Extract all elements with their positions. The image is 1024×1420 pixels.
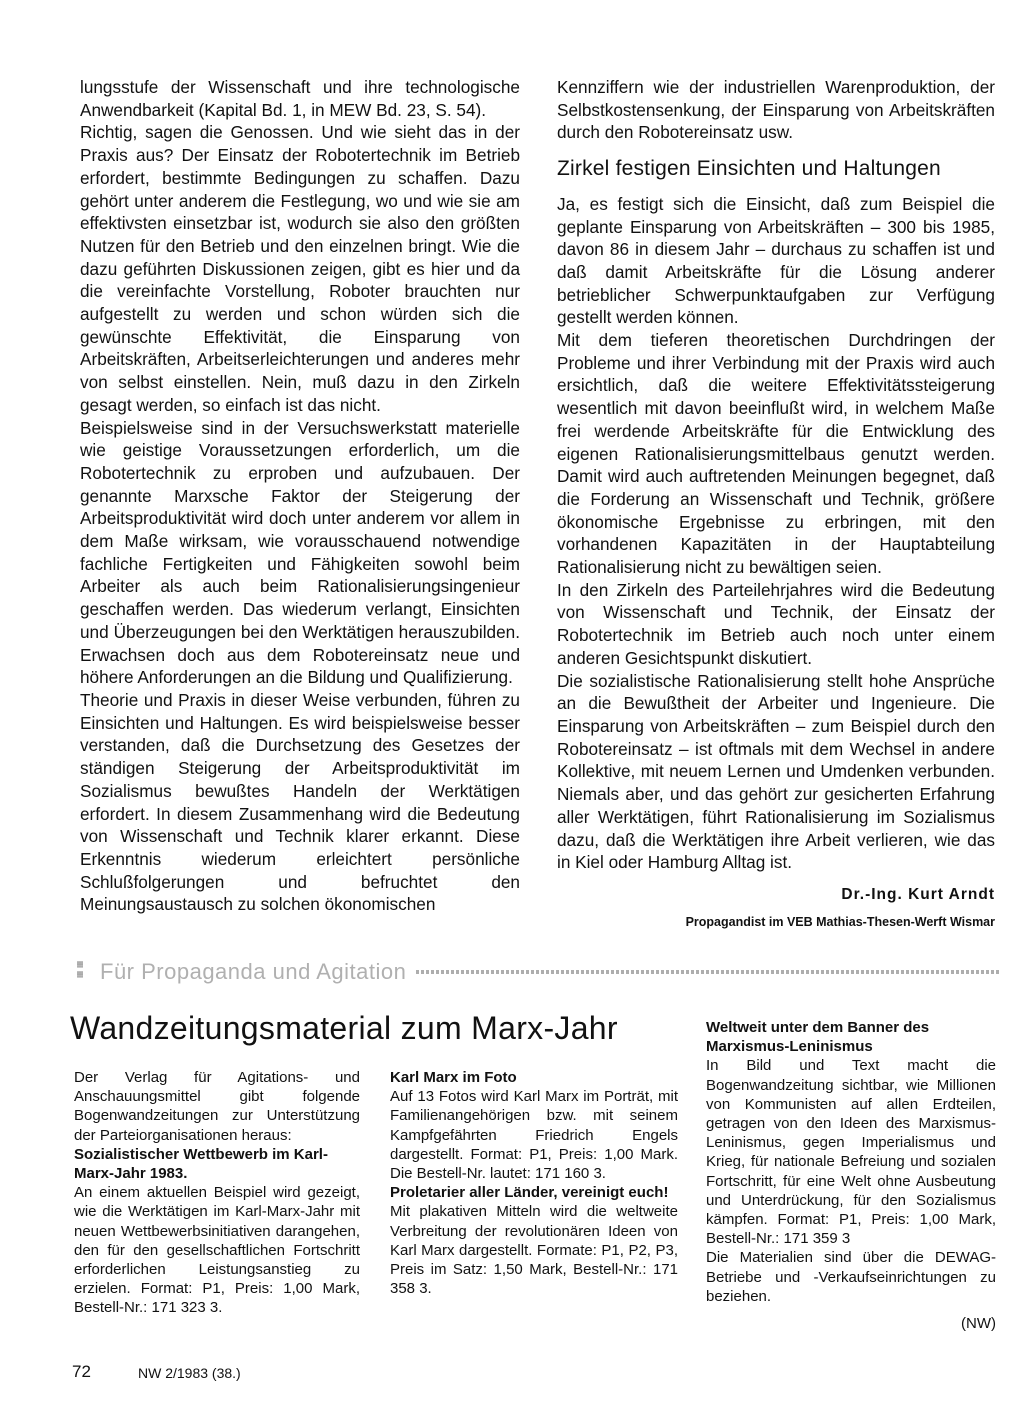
paragraph: Die sozialistische Rationalisierung stellt hohe Ansprüche an die Bewußtheit der Arbeiter und Ingenieure. Die Einsparung von Arbeitskräften – zum Beispiel durch den Robotereinsatz – ist oftmals mit dem Wechsel in andere Kollektive, mit neuem Lernen und Umdenken verbunden. Niemals aber, und das gehört zur gesicherten Erfahrung aller Werktätigen, führt Rationalisierung im Sozialismus dazu, daß die Werktätigen ihre Arbeit verlieren, wie das in Kiel oder Hamburg Alltag ist. xyxy=(557,670,995,873)
subheading: Proletarier aller Länder, vereinigt euch! xyxy=(390,1184,669,1202)
issue-info: NW 2/1983 (38.) xyxy=(138,1365,241,1381)
bottom-column-3 xyxy=(706,1018,996,1333)
paragraph: Richtig, sagen die Genossen. Und wie sieht das in der Praxis aus? Der Einsatz der Robotertechnik im Betrieb erfordert, bestimmte Bedingungen zu schaffen. Dazu gehört unter anderem die Festlegung, wo und wie sie am effektivsten einsetzbar ist, wodurch sie also den größten Nutzen für den Betrieb und den einzelnen bringt. Wie die dazu geführten Diskussionen zeigen, gibt es hier und da die vereinfachte Vorstellung, Roboter brauchten nur aufgestellt zu werden und schon würden sich die gewünschte Effektivität, die Einsparung von Arbeitskräften, Arbeitserleichterungen und anderes mehr von selbst einstellen. Nein, muß dazu in den Zirkeln gesagt werden, so einfach ist das nicht. xyxy=(80,122,520,415)
bottom-column-2 xyxy=(390,1068,678,1298)
banner-text: Für Propaganda und Agitation xyxy=(100,959,407,984)
paragraph: Mit plakativen Mitteln wird die weltweite Verbreitung der revolutionären Ideen von Karl Marx dargestellt. Formate: P1, P2, P3, Preis im Satz: 1,50 Mark, Bestell-Nr.: 171 358 3. xyxy=(390,1203,678,1298)
bottom-column-1 xyxy=(74,1068,360,1318)
paragraph: lungsstufe der Wissenschaft und ihre technologische Anwendbarkeit (Kapital Bd. 1, in MEW Bd. 23, S. 54). xyxy=(80,77,520,120)
page-number: 72 xyxy=(72,1362,91,1381)
paragraph: Mit dem tieferen theoretischen Durchdringen der Probleme und ihrer Verbindung mit der Praxis wird auch ersichtlich, daß die weitere Effektivitätssteigerung wesentlich mit davon beeinflußt wird, in welchem Maße frei werdende Arbeitskräfte für die Entwicklung des eigenen Rationalisierungsmittelbaus genutzt werden. Damit wird auch auftretenden Meinungen begegnet, daß die Forderung an Wissenschaft und Technik, größere ökonomische Ergebnisse zu erbringen, mit den vorhandenen Kapazitäten in der Hauptabteilung Rationalisierung nicht zu bewältigen seien. xyxy=(557,330,995,578)
article-column-right xyxy=(557,76,995,933)
subheading: Karl Marx im Foto xyxy=(390,1069,517,1086)
paragraph: In Bild und Text macht die Bogenwandzeitung sichtbar, wie Millionen von Kommunisten auf allen Erdteilen, getragen von den Ideen des Marxismus-Leninismus, gegen Imperialismus und Krieg, für nationale Befreiung und sozialen Fortschritt, für eine Welt ohne Ausbeutung und Unterdrückung, für den Sozialismus kämpfen. Format: P1, Preis: 1,00 Mark, Bestell-Nr.: 171 359 3 xyxy=(706,1057,996,1248)
paragraph: Auf 13 Fotos wird Karl Marx im Porträt, mit Familienangehörigen bzw. mit seinem Kampfgefährten Friedrich Engels dargestellt. Format: P1, Preis: 1,00 Mark. Die Bestell-Nr. lautet: 171 160 3. xyxy=(390,1088,678,1183)
banner-rule xyxy=(416,970,1000,974)
section-banner xyxy=(70,955,1000,989)
paragraph: Die Materialien sind über die DEWAG-Betriebe und -Verkaufseinrichtungen zu beziehen. xyxy=(706,1249,996,1305)
author-name: Dr.-Ing. Kurt Arndt xyxy=(841,885,995,903)
grid-icon: ▦ ▦ xyxy=(76,959,84,980)
paragraph: Ja, es festigt sich die Einsicht, daß zum Beispiel die geplante Einsparung von Arbeitskräften – 300 bis 1985, davon 86 in diesem Jahr – durchaus zu schaffen ist und daß damit Arbeitskräfte für die Lösung anderer betrieblicher Schwerpunktaufgaben zur Verfügung gestellt werden können. xyxy=(557,193,995,328)
author-role: Propagandist im VEB Mathias-Thesen-Werft Wismar xyxy=(685,914,995,929)
paragraph: Beispielsweise sind in der Versuchswerkstatt materielle wie geistige Voraussetzungen erforderlich, um die Robotertechnik zu erproben und aufzubauen. Der genannte Marxsche Faktor der Steigerung der Arbeitsproduktivität wird doch unter anderem vor allem in dem Maße wirksam, wie vorausschauend notwendige fachliche Fertigkeiten und Fähigkeiten sowohl beim Arbeiter als auch beim Rationalisierungsingenieur geschaffen werden. Das wiederum verlangt, Einsichten und Überzeugungen bei den Werktätigen herauszubilden. Erwachsen doch aus dem Robotereinsatz neue und höhere Anforderungen an die Bildung und Qualifizierung. xyxy=(80,417,520,688)
author-abbreviation: (NW) xyxy=(961,1315,996,1333)
paragraph: Der Verlag für Agitations- und Anschauungsmittel gibt folgende Bogenwandzeitungen zur Unterstützung der Parteiorganisationen heraus: xyxy=(74,1069,360,1144)
paragraph: In den Zirkeln des Parteilehrjahres wird die Bedeutung von Wissenschaft und Technik, der Einsatz der Robotertechnik im Betrieb auch noch unter einem anderen Gesichtspunkt diskutiert. xyxy=(557,579,995,668)
paragraph: Theorie und Praxis in dieser Weise verbunden, führen zu Einsichten und Haltungen. Es wird beispielsweise besser verstanden, daß die Durchsetzung des Gesetzes der ständigen Steigerung der Arbeitsproduktivität im Sozialismus bewußtes Handeln der Werktätigen erfordert. In diesem Zusammenhang wird die Bedeutung von Wissenschaft und Technik klarer erkannt. Diese Erkenntnis wiederum erleichtert persönliche Schlußfolgerungen und befruchtet den Meinungsaustausch zu solchen ökonomischen xyxy=(80,689,520,915)
subheading: Weltweit unter dem Banner des Marxismus-Leninismus xyxy=(706,1019,930,1056)
paragraph: An einem aktuellen Beispiel wird gezeigt, wie die Werktätigen im Karl-Marx-Jahr mit neuen Wettbewerbsinitiativen darangehen, den für den gesellschaftlichen Fortschritt erforderlichen Leistungsanstieg zu erzielen. Format: P1, Preis: 1,00 Mark, Bestell-Nr.: 171 323 3. xyxy=(74,1184,360,1317)
subheading: Sozialistischer Wettbewerb im Karl-Marx-Jahr 1983. xyxy=(74,1145,328,1183)
section-heading: Zirkel festigen Einsichten und Haltungen xyxy=(557,157,941,181)
paragraph: Kennziffern wie der industriellen Warenproduktion, der Selbstkostensenkung, der Einsparung von Arbeitskräften durch den Robotereinsatz usw. xyxy=(557,77,995,143)
article-title: Wandzeitungsmaterial zum Marx-Jahr xyxy=(70,1010,618,1046)
article-column-left xyxy=(80,76,520,916)
